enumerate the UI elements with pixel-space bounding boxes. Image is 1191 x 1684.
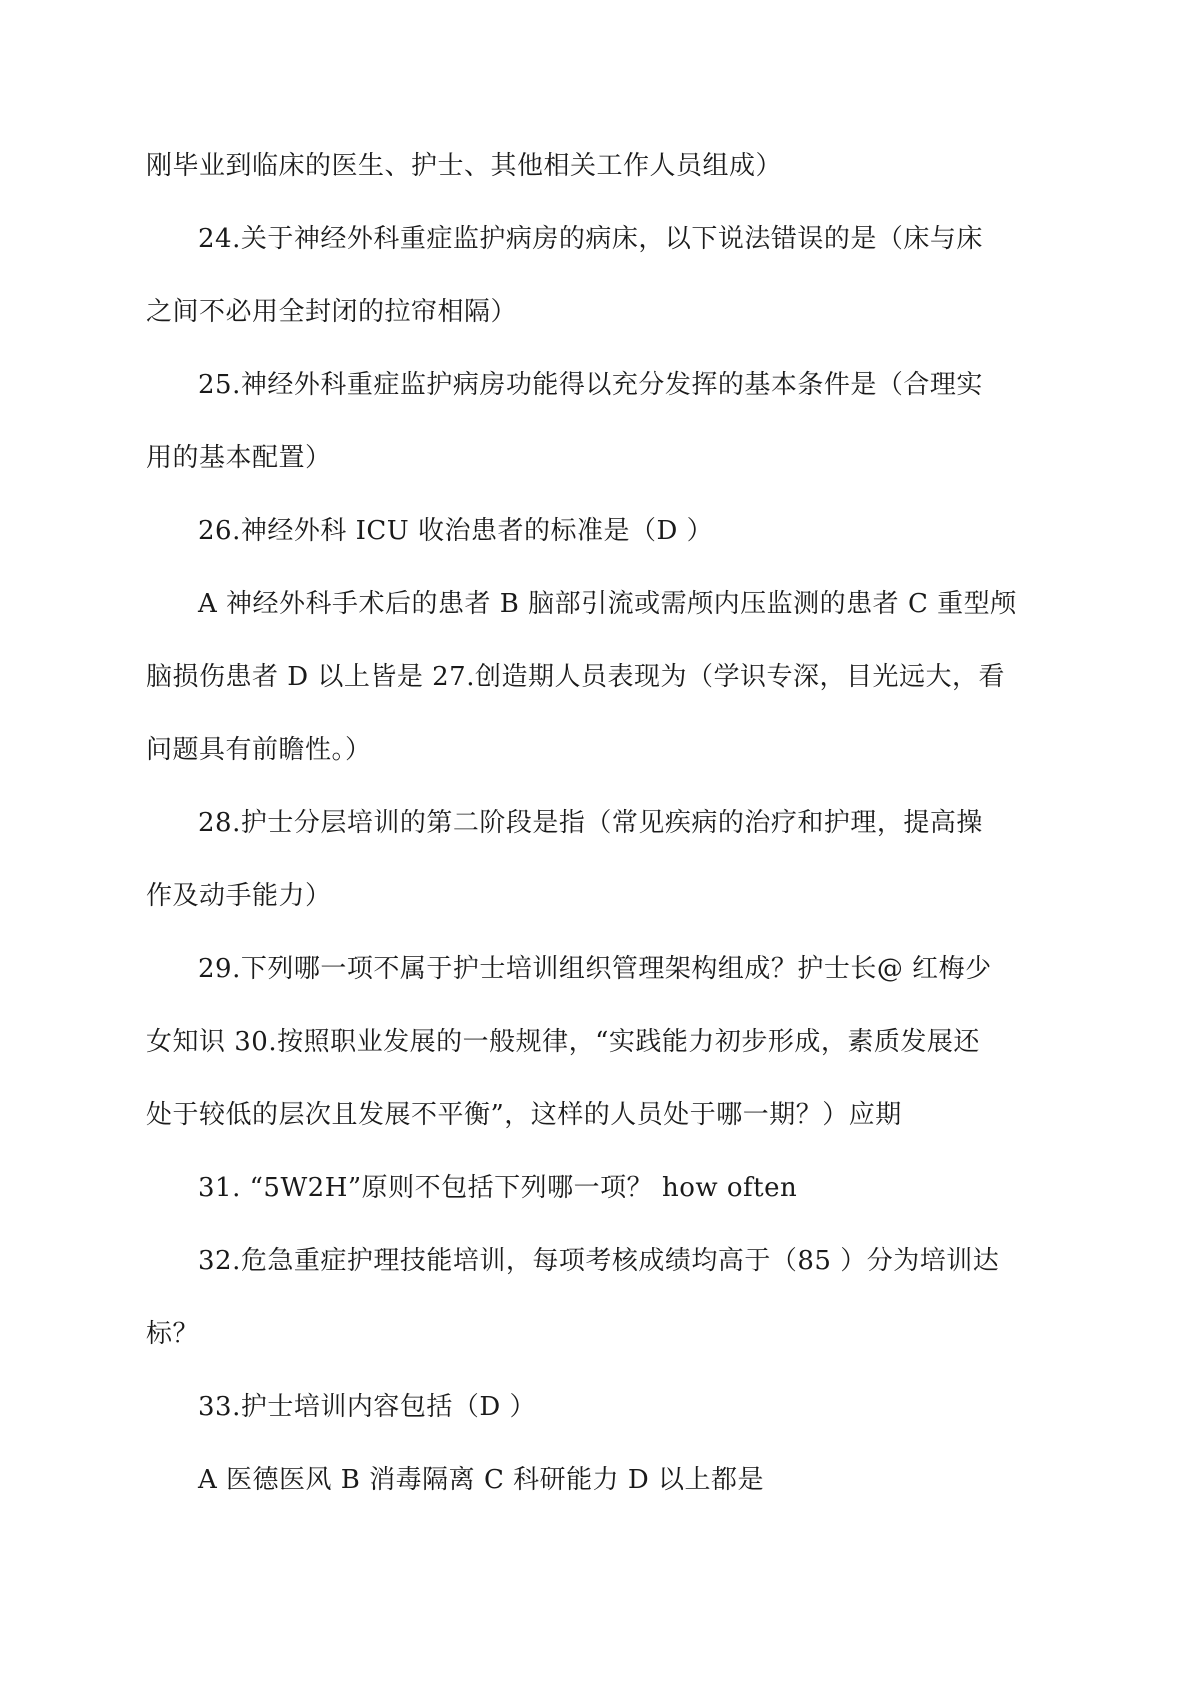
text-line: 作及动手能力） [146,881,332,911]
question-24-line: 24.关于神经外科重症监护病房的病床，以下说法错误的是（床与床 [198,224,983,254]
question-26-line: 26.神经外科 ICU 收治患者的标准是（D ） [198,516,714,546]
text-line: 处于较低的层次且发展不平衡”，这样的人员处于哪一期？）应期 [146,1100,902,1130]
options-line: A 神经外科手术后的患者 B 脑部引流或需颅内压监测的患者 C 重型颅 [198,589,1017,619]
question-28-line: 28.护士分层培训的第二阶段是指（常见疾病的治疗和护理，提高操 [198,808,983,838]
text-line: 女知识 30.按照职业发展的一般规律，“实践能力初步形成，素质发展还 [146,1027,980,1057]
text-line: 标？ [146,1319,200,1349]
text-line: 刚毕业到临床的医生、护士、其他相关工作人员组成） [146,151,783,181]
options-line: A 医德医风 B 消毒隔离 C 科研能力 D 以上都是 [198,1465,764,1495]
question-29-line: 29.下列哪一项不属于护士培训组织管理架构组成？护士长@ 红梅少 [198,954,992,984]
question-33-line: 33.护士培训内容包括（D ） [198,1392,536,1422]
question-31-line: 31. “5W2H”原则不包括下列哪一项？ how often [198,1173,798,1203]
document-page [146,130,1056,1517]
question-25-line: 25.神经外科重症监护病房功能得以充分发挥的基本条件是（合理实 [198,370,983,400]
text-line: 用的基本配置） [146,443,332,473]
text-line: 脑损伤患者 D 以上皆是 27.创造期人员表现为（学识专深，目光远大，看 [146,662,1005,692]
text-line: 之间不必用全封闭的拉帘相隔） [146,297,518,327]
question-32-line: 32.危急重症护理技能培训，每项考核成绩均高于（85 ）分为培训达 [198,1246,1000,1276]
text-line: 问题具有前瞻性。） [146,735,372,765]
